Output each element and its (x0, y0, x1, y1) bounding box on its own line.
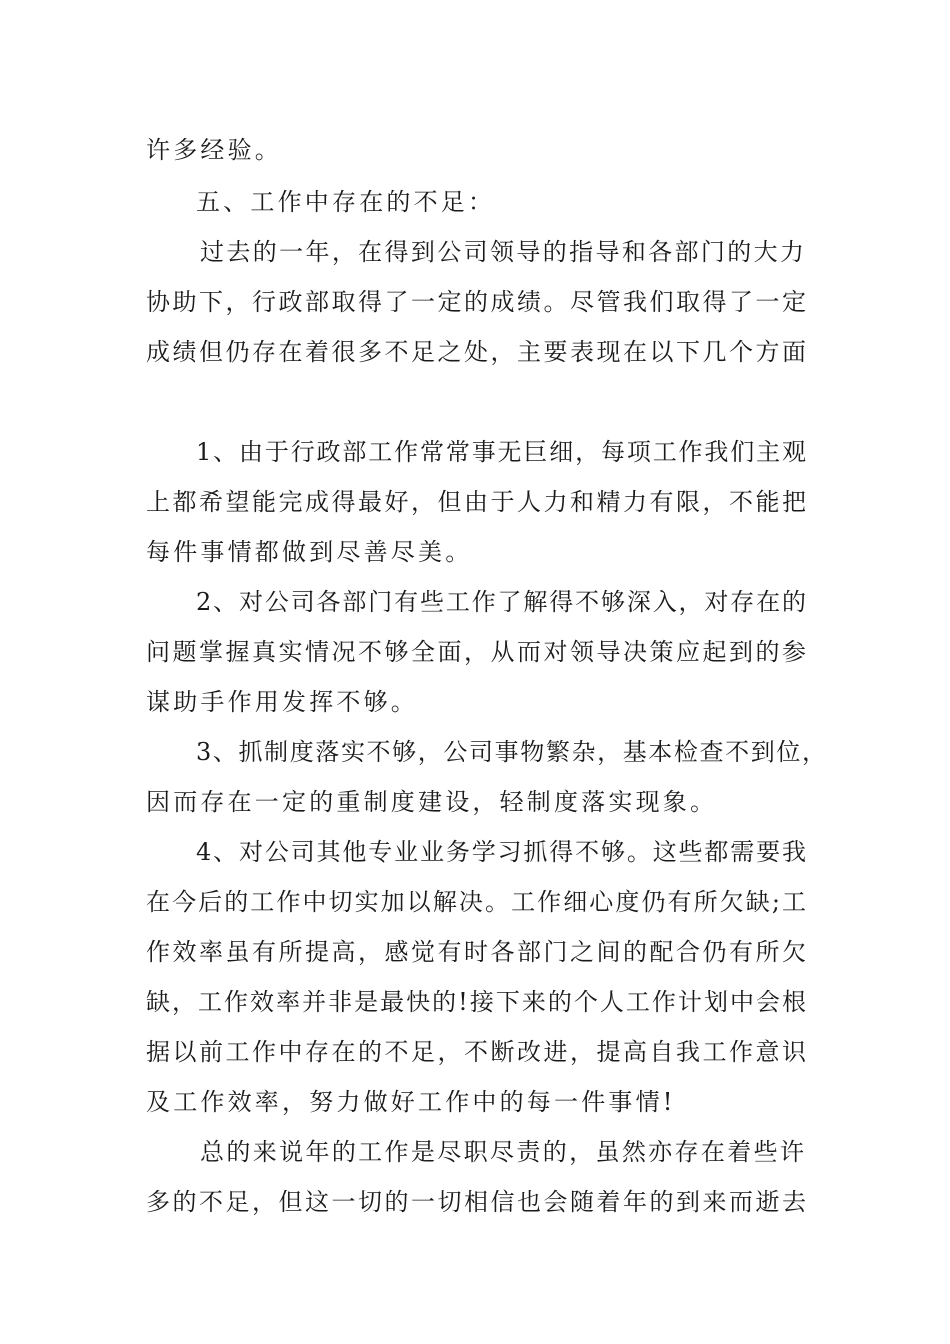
list-item-4: 4、对公司其他专业业务学习抓得不够。这些都需要我 (196, 838, 806, 866)
text-line: 谋助手作用发挥不够。 (146, 688, 418, 716)
text-line: 据以前工作中存在的不足，不断改进，提高自我工作意识 (146, 1038, 806, 1066)
text-line: 过去的一年，在得到公司领导的指导和各部门的大力 (200, 238, 804, 266)
list-item-2: 2、对公司各部门有些工作了解得不够深入，对存在的 (196, 588, 806, 616)
closing-paragraph: 总的来说年的工作是尽职尽责的，虽然亦存在着些许 (200, 1138, 804, 1166)
list-item-1: 1、由于行政部工作常常事无巨细，每项工作我们主观 (196, 438, 806, 466)
text-line: 及工作效率，努力做好工作中的每一件事情! (146, 1088, 676, 1116)
text-line: 协助下，行政部取得了一定的成绩。尽管我们取得了一定 (146, 288, 806, 316)
text-line: 多的不足，但这一切的一切相信也会随着年的到来而逝去 (146, 1188, 806, 1216)
text-line: 作效率虽有所提高，感觉有时各部门之间的配合仍有所欠 (146, 938, 806, 966)
text-line: 因而存在一定的重制度建设，轻制度落实现象。 (146, 788, 718, 816)
text-line: 上都希望能完成得最好，但由于人力和精力有限，不能把 (146, 488, 806, 516)
text-line: 在今后的工作中切实加以解决。工作细心度仍有所欠缺;工 (146, 888, 806, 916)
text-line: 许多经验。 (146, 136, 282, 164)
text-line: 缺，工作效率并非是最快的!接下来的个人工作计划中会根 (146, 988, 806, 1016)
section-heading: 五、工作中存在的不足： (196, 188, 496, 216)
text-line: 成绩但仍存在着很多不足之处，主要表现在以下几个方面 (146, 338, 806, 366)
text-line: 问题掌握真实情况不够全面，从而对领导决策应起到的参 (146, 638, 806, 666)
list-item-3: 3、抓制度落实不够，公司事物繁杂，基本检查不到位， (196, 738, 826, 766)
text-line: 每件事情都做到尽善尽美。 (146, 538, 473, 566)
